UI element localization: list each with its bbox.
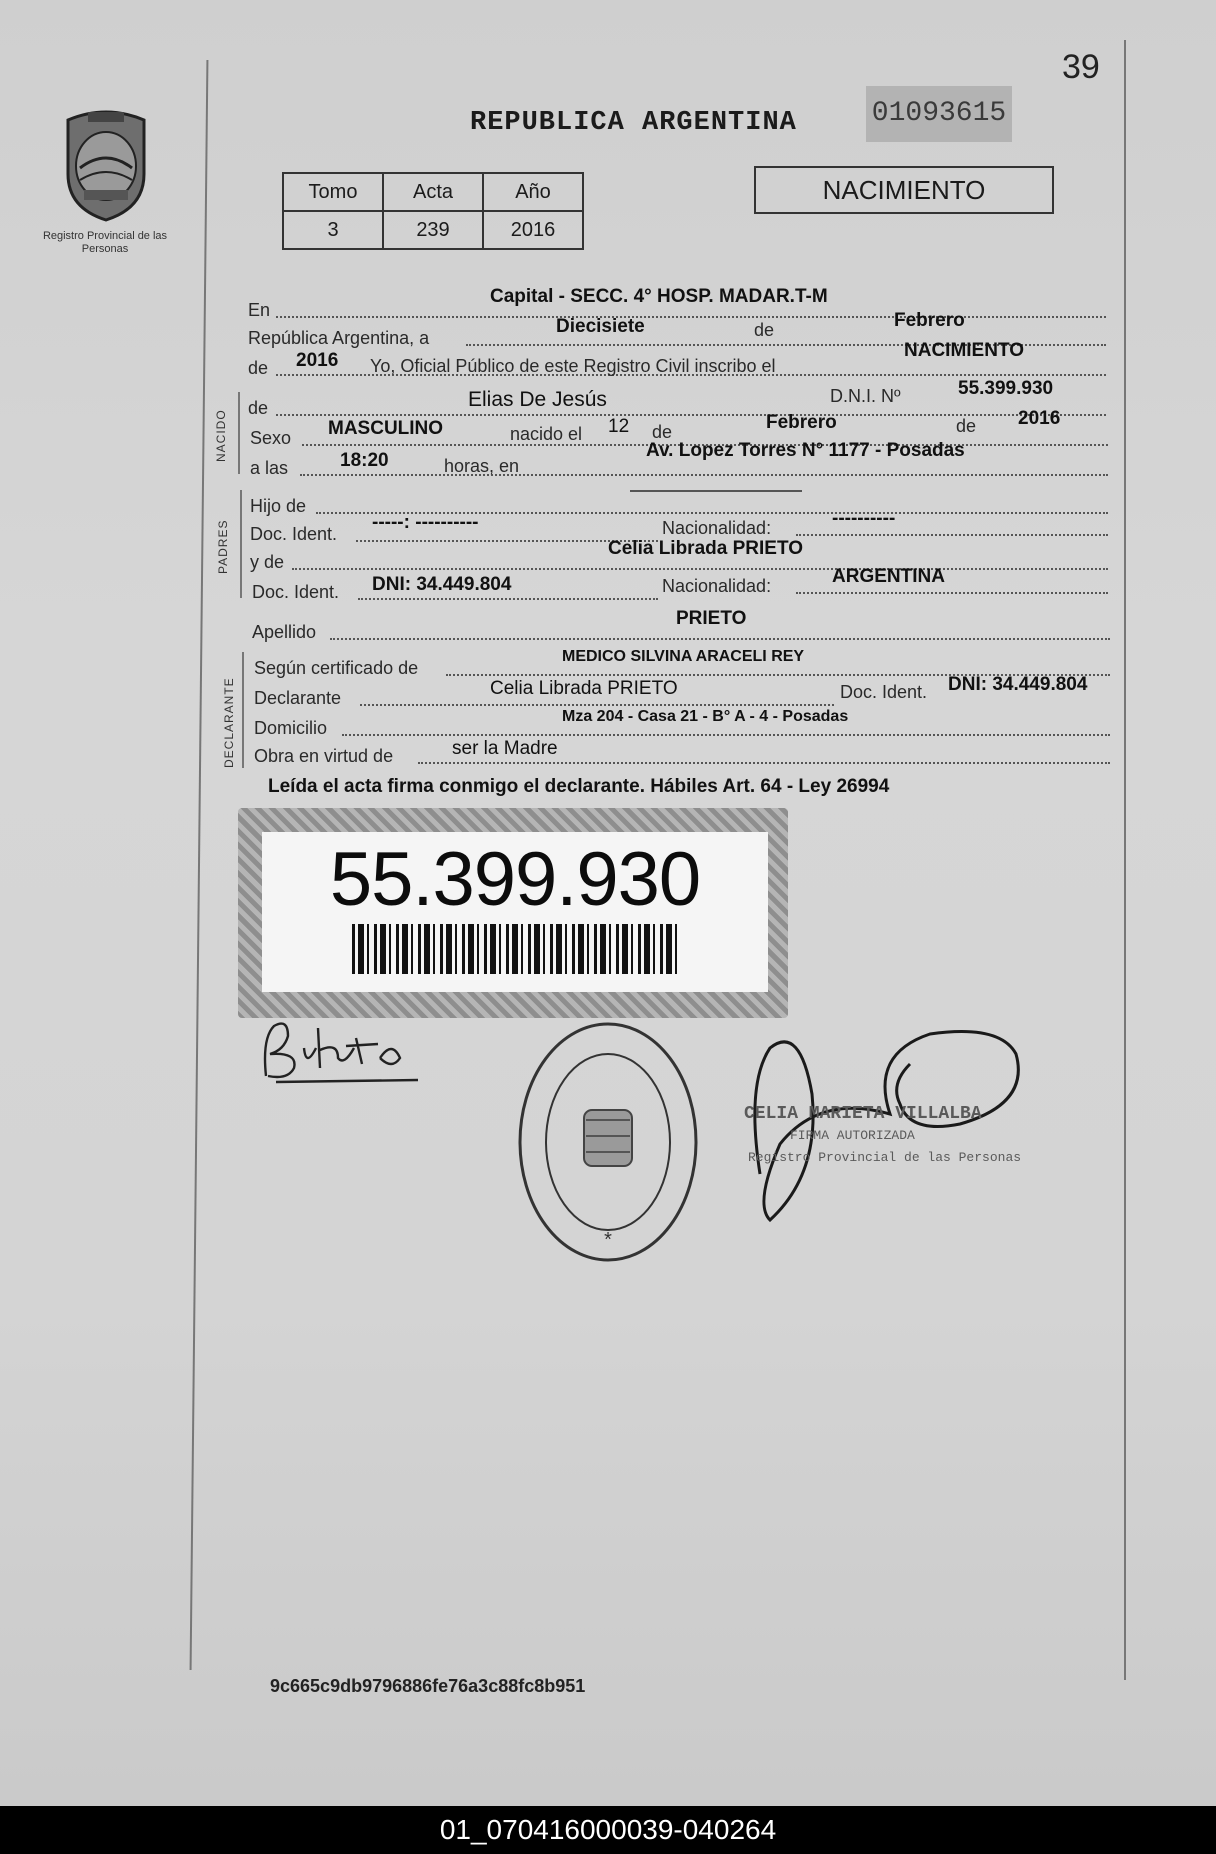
label-apellido: Apellido (252, 622, 317, 642)
dotline (358, 598, 658, 600)
value-obra: ser la Madre (452, 738, 558, 759)
value-anio: 2016 (483, 211, 583, 249)
page-number: 39 (1062, 48, 1100, 86)
dotline (276, 316, 1106, 318)
value-anio: 2016 (296, 350, 339, 371)
label-nacionalidad: Nacionalidad: (662, 518, 772, 538)
value-acta: 239 (383, 211, 483, 249)
serial-number: 01093615 (866, 86, 1012, 142)
value-nac-anio: 2016 (1018, 408, 1061, 429)
value-padre-doc: -----: ---------- (372, 512, 479, 533)
dotline (796, 534, 1108, 536)
dotline (276, 414, 1106, 416)
label-declarante: Declarante (254, 688, 342, 708)
nacido-bracket (238, 392, 240, 474)
separator-line (630, 490, 802, 492)
document-title: REPUBLICA ARGENTINA (470, 108, 797, 138)
label-republica-a: República Argentina, a (248, 328, 430, 348)
label-segun-certificado: Según certificado de (254, 658, 419, 678)
dotline (796, 592, 1108, 594)
value-sexo: MASCULINO (328, 418, 444, 439)
value-madre: Celia Librada PRIETO (608, 538, 803, 559)
dotline (418, 762, 1110, 764)
svg-text:*: * (604, 1229, 612, 1251)
label-dni: D.N.I. Nº (830, 386, 901, 406)
registry-table (282, 172, 584, 250)
value-madre-nac: ARGENTINA (832, 566, 945, 587)
value-hora: 18:20 (340, 450, 389, 471)
right-margin-line (1124, 40, 1126, 1680)
value-mes: Febrero (894, 310, 965, 331)
label-de: de (248, 358, 269, 378)
declarante-bracket (242, 652, 244, 768)
label-de: de (248, 398, 269, 418)
official-seal-icon (516, 1020, 700, 1264)
label-sexo: Sexo (250, 428, 292, 448)
value-tipo: NACIMIENTO (904, 340, 1024, 361)
registry-logo-icon (58, 104, 154, 224)
header-tomo: Tomo (283, 173, 383, 211)
label-doc-ident: Doc. Ident. (250, 524, 338, 544)
value-lugar: Capital - SECC. 4° HOSP. MADAR.T-M (490, 286, 828, 307)
value-domicilio: Mza 204 - Casa 21 - B° A - 4 - Posadas (562, 708, 849, 725)
logo-caption: Registro Provincial de las Personas (42, 230, 168, 255)
value-declarante: Celia Librada PRIETO (490, 678, 678, 699)
closing-statement: Leída el acta firma conmigo el declarante. Hábiles Art. 64 - Ley 26994 (268, 776, 890, 797)
barcode-icon (352, 924, 682, 974)
dotline (300, 474, 1108, 476)
official-name-stamp: CELIA MARIETA VILLALBA (744, 1104, 982, 1124)
value-apellido: PRIETO (676, 608, 747, 629)
label-nacido-el: nacido el (510, 424, 583, 444)
official-role-stamp: FIRMA AUTORIZADA (790, 1128, 915, 1143)
label-yo-oficial: Yo, Oficial Público de este Registro Civil inscribo el (370, 356, 776, 376)
document-hash: 9c665c9db9796886fe76a3c88fc8b951 (270, 1676, 586, 1696)
label-en: En (248, 300, 271, 320)
value-madre-doc: DNI: 34.449.804 (372, 574, 512, 595)
section-label-nacido: NACIDO (214, 409, 228, 462)
label-de: de (754, 320, 775, 340)
label-de: de (956, 416, 977, 436)
declarante-signature (258, 1018, 428, 1088)
section-label-declarante: DECLARANTE (222, 677, 236, 768)
label-domicilio: Domicilio (254, 718, 328, 738)
label-horas-en: horas, en (444, 456, 520, 476)
label-hijo-de: Hijo de (250, 496, 307, 516)
label-obra-en-virtud: Obra en virtud de (254, 746, 394, 766)
label-a-las: a las (250, 458, 289, 478)
dotline (292, 568, 1108, 570)
dotline (330, 638, 1110, 640)
padres-bracket (240, 490, 242, 598)
dotline (360, 704, 834, 706)
official-signature (740, 1024, 1040, 1224)
file-id-footer: 01_070416000039-040264 (0, 1806, 1216, 1854)
header-acta: Acta (383, 173, 483, 211)
label-doc-ident: Doc. Ident. (840, 682, 928, 702)
value-padre-nac: ---------- (832, 508, 896, 529)
value-tomo: 3 (283, 211, 383, 249)
label-doc-ident: Doc. Ident. (252, 582, 340, 602)
value-dia: Diecisiete (556, 316, 645, 337)
label-de: de (652, 422, 673, 442)
value-certificado: MEDICO SILVINA ARACELI REY (562, 648, 805, 665)
dotline (342, 734, 1110, 736)
section-label-padres: PADRES (216, 519, 230, 574)
left-margin-line (190, 60, 209, 1670)
record-type-box: NACIMIENTO (754, 166, 1054, 214)
sticker-number: 55.399.930 (329, 837, 701, 922)
header-anio: Año (483, 173, 583, 211)
label-nacionalidad: Nacionalidad: (662, 576, 772, 596)
dni-sticker-label (262, 832, 768, 992)
value-nac-mes: Febrero (766, 412, 837, 433)
value-dni: 55.399.930 (958, 378, 1054, 399)
value-nombre: Elias De Jesús (468, 388, 607, 411)
value-declarante-doc: DNI: 34.449.804 (948, 674, 1088, 695)
value-nac-dia: 12 (608, 416, 630, 437)
official-office-stamp: Registro Provincial de las Personas (748, 1150, 1022, 1165)
label-y-de: y de (250, 552, 285, 572)
value-domicilio-nac: Av. Lopez Torres N° 1177 - Posadas (646, 440, 965, 461)
